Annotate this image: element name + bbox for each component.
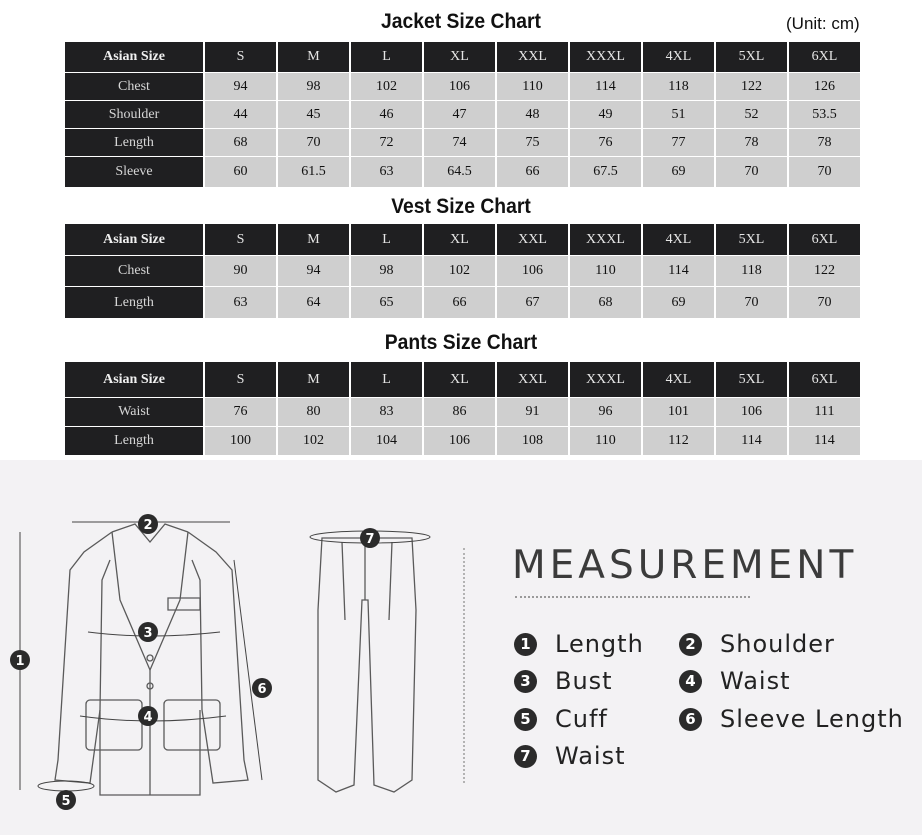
size-header: L [351,362,422,397]
row-label: Sleeve [65,157,203,187]
table-header-row [65,224,860,255]
size-header: M [278,42,349,72]
legend-number: 3 [514,670,537,693]
legend-item-cuff [514,705,608,733]
table-cell: 70 [716,287,787,318]
table-cell: 66 [424,287,495,318]
table-cell: 111 [789,398,860,426]
pants-size-table [63,361,862,456]
row-label: Shoulder [65,101,203,128]
table-cell: 114 [789,427,860,455]
table-cell: 101 [643,398,714,426]
table-cell: 65 [351,287,422,318]
table-cell: 90 [205,256,276,286]
size-header: L [351,224,422,255]
table-row [65,73,860,100]
table-cell: 118 [716,256,787,286]
table-cell: 51 [643,101,714,128]
table-cell: 78 [789,129,860,156]
size-header: 5XL [716,362,787,397]
table-cell: 110 [497,73,568,100]
table-cell: 68 [570,287,641,318]
legend-label: Cuff [555,705,608,733]
size-header: 6XL [789,224,860,255]
table-row [65,256,860,286]
legend-label: Waist [555,742,626,770]
size-header: XXXL [570,42,641,72]
size-header: 4XL [643,362,714,397]
table-cell: 102 [424,256,495,286]
size-header: 5XL [716,42,787,72]
measurement-underline [515,596,750,598]
table-cell: 106 [497,256,568,286]
size-header: 6XL [789,42,860,72]
marker-6: 6 [257,682,267,697]
table-header-row [65,362,860,397]
header-label: Asian Size [65,42,203,72]
jacket-chart-title: Jacket Size Chart [380,10,541,33]
table-cell: 52 [716,101,787,128]
table-cell: 70 [716,157,787,187]
table-cell: 112 [643,427,714,455]
size-header: XXL [497,362,568,397]
legend-label: Waist [720,667,791,695]
table-cell: 78 [716,129,787,156]
legend-number: 5 [514,708,537,731]
table-cell: 44 [205,101,276,128]
table-cell: 67 [497,287,568,318]
table-cell: 64.5 [424,157,495,187]
table-cell: 60 [205,157,276,187]
table-cell: 122 [716,73,787,100]
marker-3: 3 [143,626,153,641]
table-cell: 49 [570,101,641,128]
table-cell: 63 [351,157,422,187]
table-cell: 100 [205,427,276,455]
table-cell: 110 [570,427,641,455]
size-header: XXXL [570,224,641,255]
header-label: Asian Size [65,224,203,255]
legend-item-shoulder [679,630,835,658]
pants-chart-title: Pants Size Chart [384,331,538,354]
table-header-row [65,42,860,72]
table-cell: 106 [424,427,495,455]
table-cell: 83 [351,398,422,426]
size-header: 6XL [789,362,860,397]
legend-label: Shoulder [720,630,835,658]
table-cell: 70 [789,287,860,318]
table-cell: 69 [643,157,714,187]
size-header: S [205,362,276,397]
size-header: L [351,42,422,72]
table-cell: 70 [789,157,860,187]
legend-number: 2 [679,633,702,656]
header-label: Asian Size [65,362,203,397]
legend-item-waist [679,667,790,695]
size-header: M [278,224,349,255]
legend-number: 6 [679,708,702,731]
table-cell: 68 [205,129,276,156]
diagram-markers [10,514,380,810]
marker-2: 2 [143,518,153,533]
size-header: XXL [497,42,568,72]
table-cell: 98 [351,256,422,286]
table-cell: 108 [497,427,568,455]
table-cell: 114 [716,427,787,455]
table-cell: 102 [278,427,349,455]
size-header: 5XL [716,224,787,255]
table-cell: 86 [424,398,495,426]
table-row [65,427,860,455]
row-label: Length [65,129,203,156]
table-cell: 98 [278,73,349,100]
table-row [65,129,860,156]
marker-1: 1 [15,654,25,669]
table-row [65,287,860,318]
table-cell: 106 [716,398,787,426]
row-label: Waist [65,398,203,426]
vest-size-table [63,223,862,319]
table-cell: 114 [643,256,714,286]
row-label: Chest [65,256,203,286]
legend-label: Bust [555,667,613,695]
size-header: 4XL [643,42,714,72]
table-cell: 45 [278,101,349,128]
pants-illustration [318,538,416,792]
size-header: XL [424,42,495,72]
size-header: S [205,42,276,72]
table-cell: 61.5 [278,157,349,187]
legend-item-length [514,630,644,658]
table-cell: 126 [789,73,860,100]
table-cell: 122 [789,256,860,286]
table-cell: 76 [205,398,276,426]
table-row [65,398,860,426]
table-cell: 67.5 [570,157,641,187]
marker-7: 7 [365,532,375,547]
vest-chart-title: Vest Size Chart [391,195,531,218]
table-cell: 94 [278,256,349,286]
legend-number: 1 [514,633,537,656]
table-cell: 64 [278,287,349,318]
table-cell: 118 [643,73,714,100]
table-cell: 114 [570,73,641,100]
legend-label: Length [555,630,644,658]
garment-diagram [0,460,460,835]
table-cell: 70 [278,129,349,156]
legend-item-pants-waist [514,742,625,770]
table-cell: 96 [570,398,641,426]
size-header: M [278,362,349,397]
table-cell: 77 [643,129,714,156]
row-label: Length [65,287,203,318]
table-cell: 110 [570,256,641,286]
marker-4: 4 [143,710,153,725]
row-label: Length [65,427,203,455]
table-cell: 46 [351,101,422,128]
table-cell: 104 [351,427,422,455]
size-header: XXL [497,224,568,255]
table-cell: 74 [424,129,495,156]
marker-5: 5 [61,794,71,809]
legend-number: 7 [514,745,537,768]
size-header: XL [424,224,495,255]
table-cell: 76 [570,129,641,156]
unit-label: (Unit: cm) [786,14,860,33]
size-header: S [205,224,276,255]
size-header: XL [424,362,495,397]
table-cell: 53.5 [789,101,860,128]
table-cell: 69 [643,287,714,318]
table-row [65,101,860,128]
size-header: 4XL [643,224,714,255]
table-row [65,157,860,187]
table-cell: 48 [497,101,568,128]
table-cell: 63 [205,287,276,318]
divider-dotted [463,548,465,783]
table-cell: 91 [497,398,568,426]
table-cell: 102 [351,73,422,100]
legend-item-bust [514,667,613,695]
legend-item-sleeve-length [679,705,904,733]
table-cell: 106 [424,73,495,100]
size-header: XXXL [570,362,641,397]
table-cell: 94 [205,73,276,100]
table-cell: 72 [351,129,422,156]
table-cell: 80 [278,398,349,426]
table-cell: 66 [497,157,568,187]
table-cell: 47 [424,101,495,128]
row-label: Chest [65,73,203,100]
jacket-size-table [63,41,862,188]
jacket-illustration [55,524,248,795]
legend-label: Sleeve Length [720,705,904,733]
measurement-title: MEASUREMENT [512,543,858,588]
table-cell: 75 [497,129,568,156]
legend-number: 4 [679,670,702,693]
